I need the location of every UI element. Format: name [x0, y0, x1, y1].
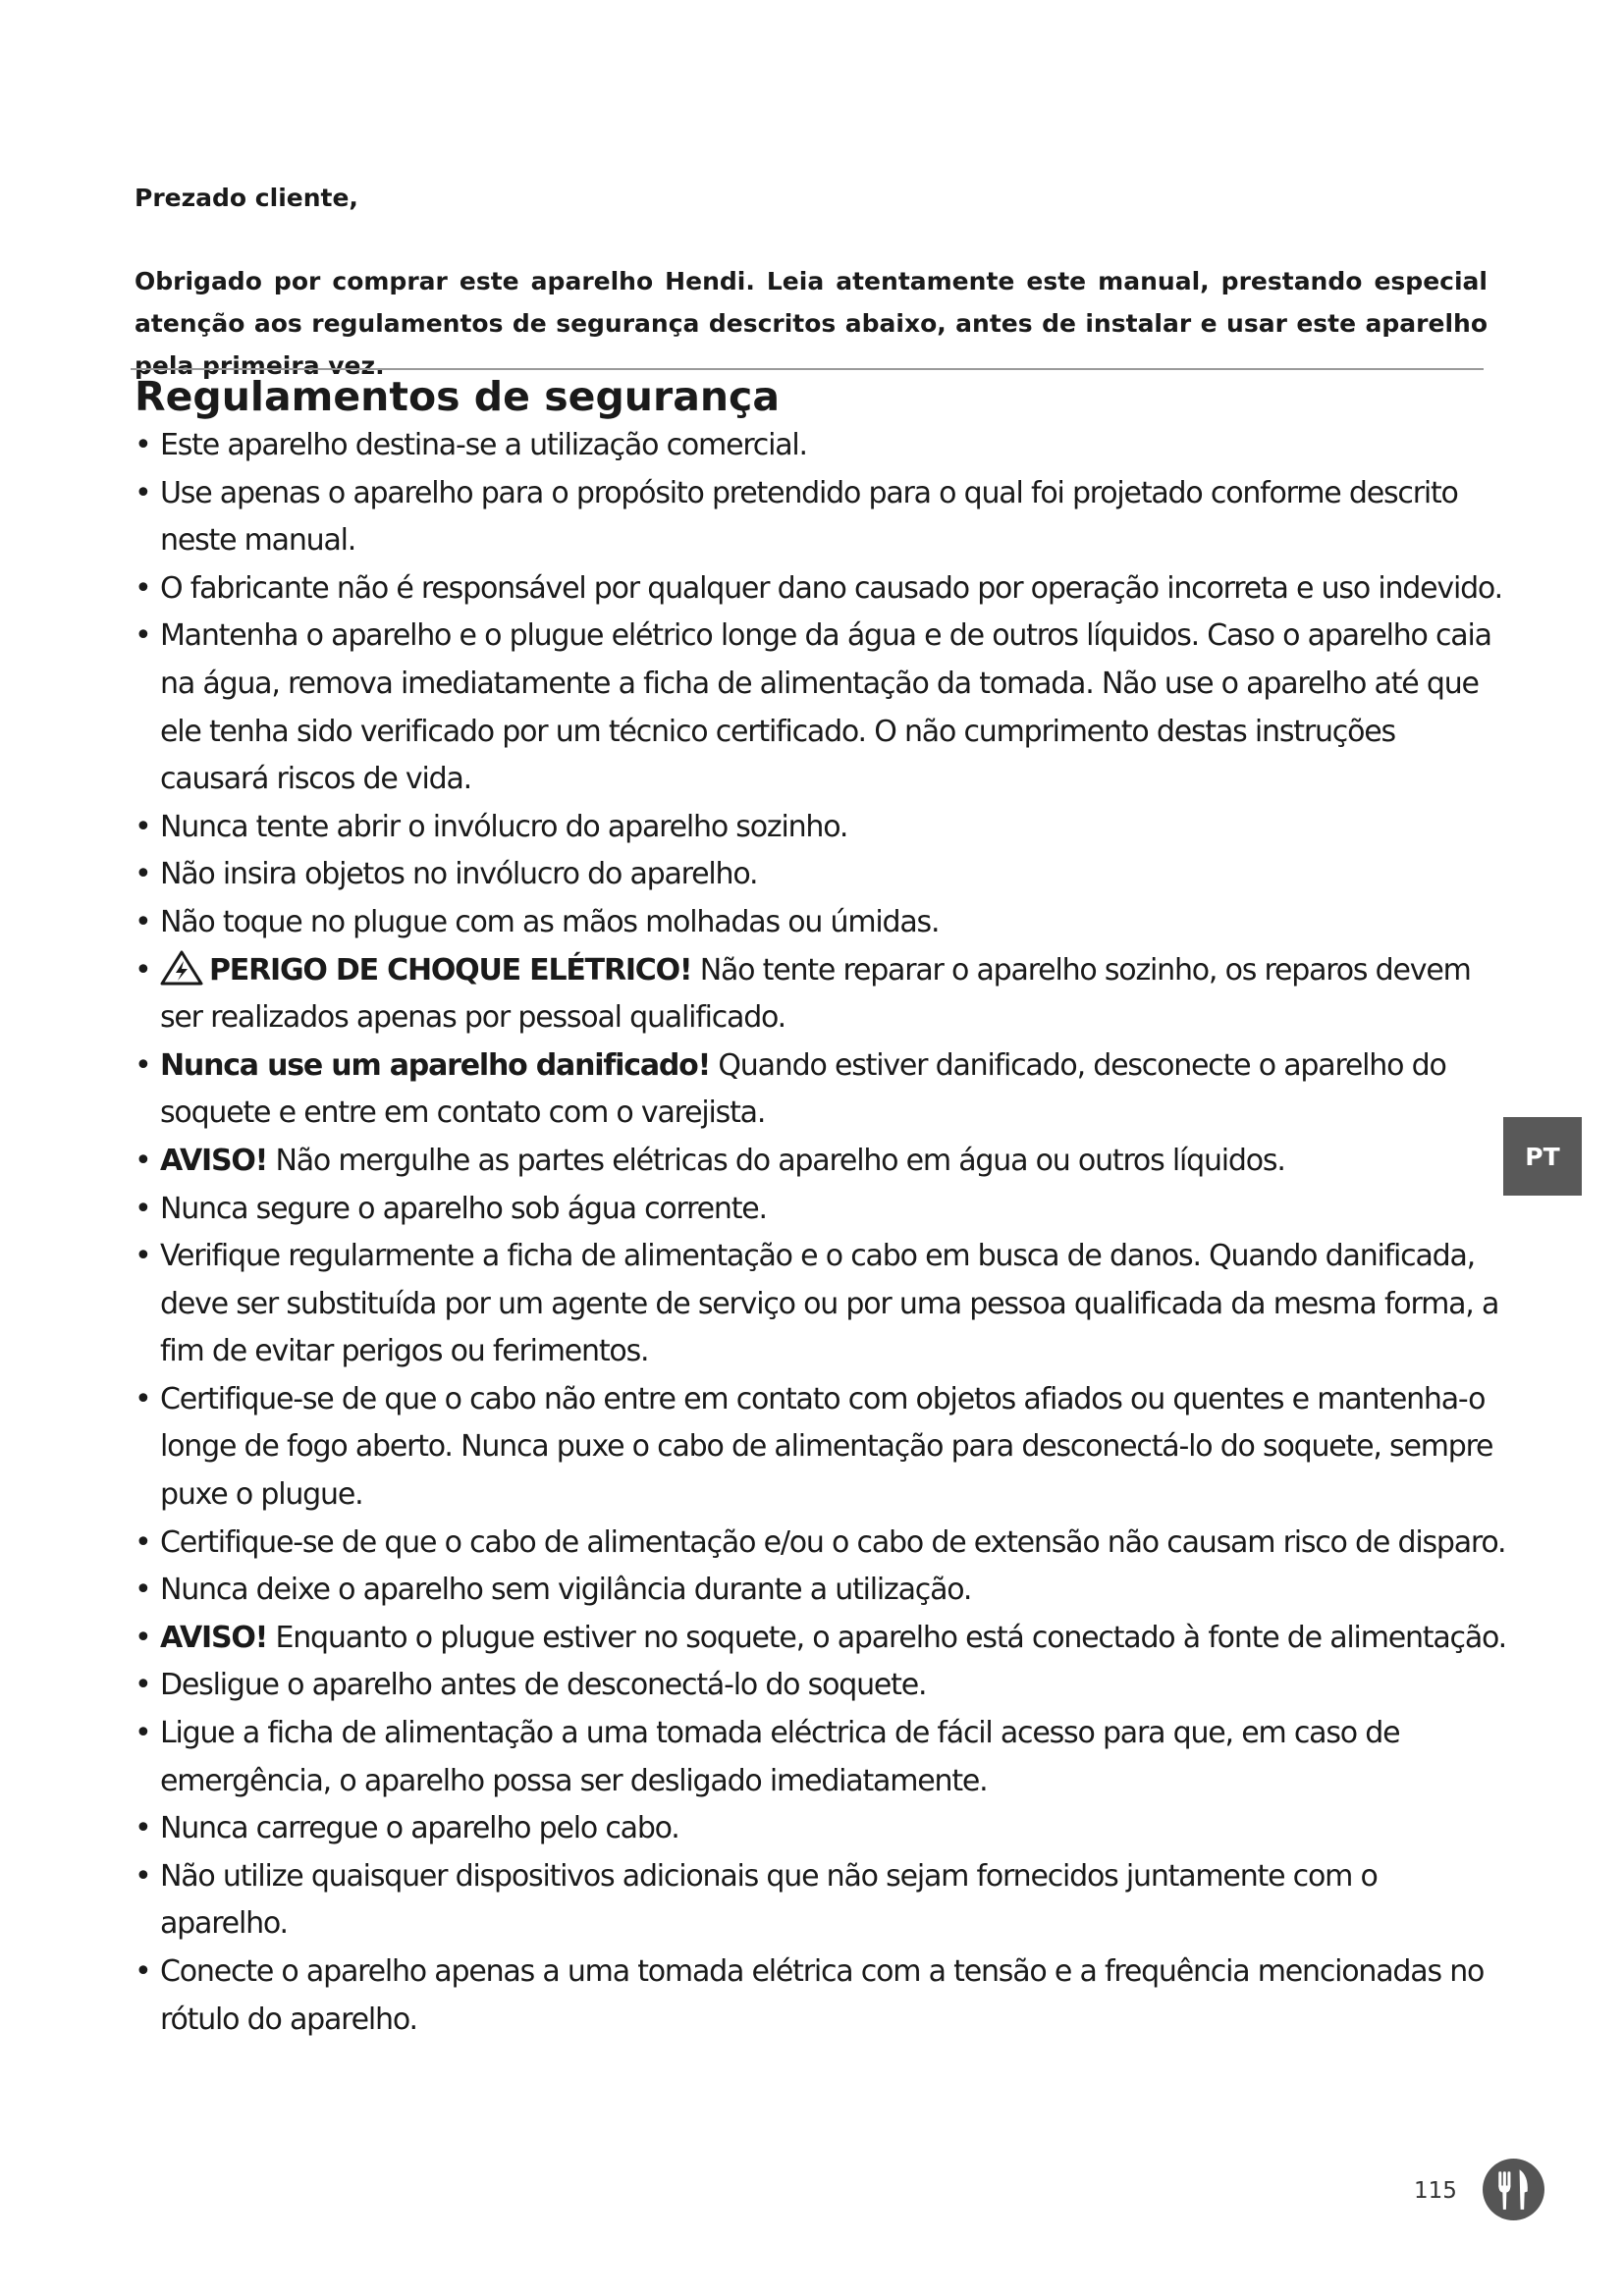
list-item: [135, 1376, 1509, 1520]
rule-emphasis: AVISO!: [160, 1620, 268, 1655]
bullet: •: [135, 428, 151, 462]
list-item: [135, 565, 1509, 614]
bullet: •: [135, 1191, 151, 1226]
bullet: •: [135, 1668, 151, 1703]
rule-text: Quando estiver danificado, desconecte o aparelho do soquete e entre em contato com o varejista.: [160, 1047, 1446, 1131]
bullet: •: [135, 1811, 151, 1846]
list-item: [135, 851, 1509, 899]
list-item: [135, 804, 1509, 852]
list-item: [135, 1567, 1509, 1615]
safety-rules-list: [135, 422, 1509, 2044]
list-item: [135, 470, 1509, 565]
rule-text: Ligue a ficha de alimentação a uma tomada eléctrica de fácil acesso para que, em caso de emergência, o aparelho possa ser desligado imediatamente.: [160, 1716, 1400, 1798]
rule-text: Nunca deixe o aparelho sem vigilância durante a utilização.: [160, 1573, 972, 1608]
bullet: •: [135, 570, 151, 606]
list-item: [135, 1805, 1509, 1853]
rule-text: Nunca tente abrir o invólucro do aparelho sozinho.: [160, 809, 848, 844]
list-item: [135, 1042, 1509, 1138]
rule-text: Não toque no plugue com as mãos molhadas ou úmidas.: [160, 904, 940, 939]
page-number: 115: [1414, 2178, 1457, 2204]
list-item: [135, 1662, 1509, 1710]
bullet: •: [135, 857, 151, 892]
rule-text: Enquanto o plugue estiver no soquete, o aparelho está conectado à fonte de alimentação.: [267, 1620, 1506, 1655]
bullet: •: [135, 1381, 151, 1416]
bullet: •: [135, 1858, 151, 1894]
rule-text: Certifique-se de que o cabo de alimentação e/ou o cabo de extensão não causam risco de disparo.: [160, 1524, 1506, 1560]
bullet: •: [135, 1239, 151, 1274]
hendi-cutlery-logo-icon: [1482, 2158, 1545, 2221]
rule-text: O fabricante não é responsável por qualquer dano causado por operação incorreta e uso indevido.: [160, 570, 1502, 606]
list-item: [135, 1186, 1509, 1234]
bullet: •: [135, 1524, 151, 1560]
bullet: •: [135, 1954, 151, 1989]
rule-text: Nunca carregue o aparelho pelo cabo.: [160, 1811, 679, 1846]
rule-text: Não tente reparar o aparelho sozinho, os reparos devem ser realizados apenas por pessoal qualificado.: [160, 952, 1471, 1036]
rule-text: Conecte o aparelho apenas a uma tomada elétrica com a tensão e a frequência mencionadas no rótulo do aparelho.: [160, 1954, 1485, 2037]
bullet: •: [135, 475, 151, 510]
bullet: •: [135, 1620, 151, 1655]
list-item: [135, 1233, 1509, 1376]
bullet: •: [135, 1047, 151, 1083]
bullet: •: [135, 618, 151, 654]
bullet: •: [135, 952, 151, 988]
rule-text: Use apenas o aparelho para o propósito pretendido para o qual foi projetado conforme descrito neste manual.: [160, 475, 1458, 559]
list-item: [135, 899, 1509, 947]
rule-text: Mantenha o aparelho e o plugue elétrico longe da água e de outros líquidos. Caso o aparelho caia na água, remova imediatamente a ficha de alimentação da tomada. Não use o aparelho até que ele tenha sido verificado por um técnico certificado. O não cumprimento destas instruções causará riscos de vida.: [160, 618, 1491, 797]
list-item: [135, 422, 1509, 470]
electric-shock-warning-icon: [160, 950, 203, 986]
bullet: •: [135, 1143, 151, 1178]
rule-text: Este aparelho destina-se a utilização comercial.: [160, 428, 807, 462]
rule-text: Verifique regularmente a ficha de alimentação e o cabo em busca de danos. Quando danificada, deve ser substituída por um agente de serviço ou por uma pessoa qualificada da mesma forma, a fim de evitar perigos ou ferimentos.: [160, 1239, 1499, 1369]
rule-text: Não utilize quaisquer dispositivos adicionais que não sejam fornecidos juntamente com o aparelho.: [160, 1858, 1378, 1942]
greeting: Prezado cliente,: [135, 184, 358, 212]
list-item: [135, 1949, 1509, 2044]
list-item: [135, 947, 1509, 1042]
intro-paragraph: Obrigado por comprar este aparelho Hendi. Leia atentamente este manual, prestando especial atenção aos regulamentos de segurança descritos abaixo, antes de instalar e usar este aparelho pela primeira vez.: [135, 267, 1488, 380]
list-item: [135, 1615, 1509, 1663]
section-heading: Regulamentos de segurança: [135, 373, 781, 420]
rule-emphasis: PERIGO DE CHOQUE ELÉTRICO!: [209, 952, 692, 988]
bullet: •: [135, 809, 151, 844]
rule-text: Desligue o aparelho antes de desconectá-lo do soquete.: [160, 1668, 927, 1703]
list-item: [135, 1520, 1509, 1568]
list-item: [135, 613, 1509, 803]
bullet: •: [135, 1716, 151, 1751]
bullet: •: [135, 1573, 151, 1608]
rule-text: Não insira objetos no invólucro do aparelho.: [160, 857, 758, 892]
rule-emphasis: AVISO!: [160, 1143, 268, 1178]
rule-text: Não mergulhe as partes elétricas do aparelho em água ou outros líquidos.: [267, 1143, 1285, 1178]
list-item: [135, 1853, 1509, 1949]
rule-text: Nunca segure o aparelho sob água corrente.: [160, 1191, 767, 1226]
rule-emphasis: Nunca use um aparelho danificado!: [160, 1047, 711, 1083]
bullet: •: [135, 904, 151, 939]
rule-text: Certifique-se de que o cabo não entre em contato com objetos afiados ou quentes e mantenha-o longe de fogo aberto. Nunca puxe o cabo de alimentação para desconectá-lo do soquete, sempre puxe o plugue.: [160, 1381, 1493, 1513]
list-item: [135, 1138, 1509, 1186]
language-tab: PT: [1503, 1117, 1582, 1196]
list-item: [135, 1710, 1509, 1805]
